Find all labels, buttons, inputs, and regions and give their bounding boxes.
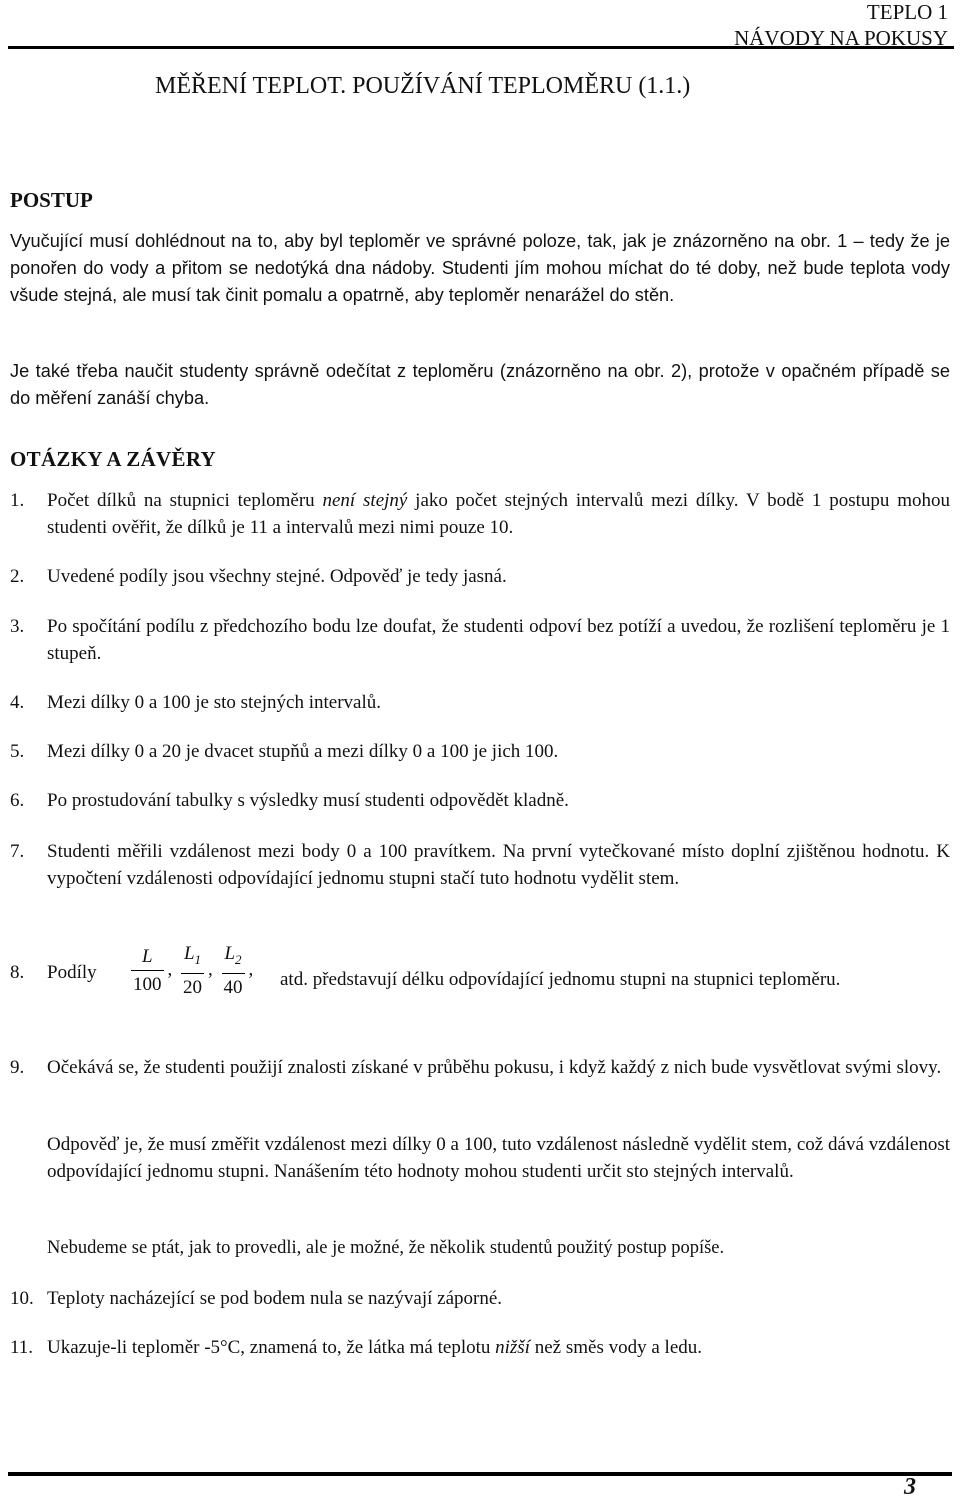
fraction-l1-20: $\frac{L_1}{20}$ xyxy=(181,940,204,1001)
section-heading-questions: OTÁZKY A ZÁVĚRY xyxy=(10,447,217,471)
answer-item-9-note xyxy=(10,1235,950,1262)
answer-number: 3. xyxy=(10,616,25,637)
answer-text: Mezi dílky 0 a 20 je dvacet stupňů a mezi dílky 0 a 100 je jich 100. xyxy=(47,741,559,762)
answer-item-9-detail xyxy=(10,1131,950,1185)
postup-paragraph-1: Vyučující musí dohlédnout na to, aby byl teploměr ve správné poloze, tak, jak je znázorněno na obr. 1 – tedy že je ponořen do vody a přitom se nedotýká dna nádoby. Studenti jím mohou míchat do té doby, než bude teplota vody všude stejná, ale musí tak činit pomalu a opatrně, aby teploměr nenarážel do stěn. xyxy=(10,231,950,305)
answer-number: 10. xyxy=(10,1288,34,1309)
answer-item-6 xyxy=(10,787,950,814)
answer-text: Očekává se, že studenti použijí znalosti získané v průběhu pokusu, i když každý z nich bude vysvětlovat svými slovy. xyxy=(47,1057,942,1078)
answer-number: 6. xyxy=(10,790,25,811)
answer-text: Teploty nacházející se pod bodem nula se nazývají záporné. xyxy=(47,1288,503,1309)
answer-number: 8. xyxy=(10,962,25,983)
answer-number: 4. xyxy=(10,692,25,713)
answer-text: Ukazuje-li teploměr -5°C, znamená to, že látka má teplotu nižší než směs vody a ledu. xyxy=(47,1337,702,1358)
answer-text: Nebudeme se ptát, jak to provedli, ale je možné, že několik studentů použitý postup popíše. xyxy=(47,1238,725,1258)
answer-item-2 xyxy=(10,563,950,590)
answer-text: Po prostudování tabulky s výsledky musí studenti odpovědět kladně. xyxy=(47,790,569,811)
header-divider xyxy=(8,46,954,49)
fraction-group: $\frac{L}{100}$ , $\frac{L_1}{20}$ , $\frac{L_2}{40}$ , xyxy=(127,940,253,1001)
header-course: TEPLO 1 xyxy=(866,0,948,24)
answer-8-continuation: atd. představují délku odpovídající jednomu stupni na stupnici teploměru. xyxy=(280,969,841,990)
answer-number: 1. xyxy=(10,490,25,511)
answer-number: 5. xyxy=(10,741,25,762)
emphasis: nižší xyxy=(495,1337,530,1358)
answer-item-5 xyxy=(10,738,950,765)
answer-text: Odpověď je, že musí změřit vzdálenost mezi dílky 0 a 100, tuto vzdálenost následně vydělit stem, což dává vzdálenost odpovídající jednomu stupni. Nanášením této hodnoty mohou studenti určit sto stejných intervalů. xyxy=(47,1134,950,1182)
answer-text: Studenti měřili vzdálenost mezi body 0 a 100 pravítkem. Na první vytečkované místo doplní zjištěnou hodnotu. K vypočtení vzdálenosti odpovídající jednomu stupni stačí tuto hodnotu vydělit stem. xyxy=(47,841,950,889)
page-title: MĚŘENÍ TEPLOT. POUŽÍVÁNÍ TEPLOMĚRU (1.1.) xyxy=(155,73,691,99)
answer-text: Uvedené podíly jsou všechny stejné. Odpověď je tedy jasná. xyxy=(47,566,507,587)
postup-paragraph-2: Je také třeba naučit studenty správně odečítat z teploměru (znázorněno na obr. 2), protože v opačném případě se do měření zanáší chyba. xyxy=(10,361,950,408)
answer-text: Mezi dílky 0 a 100 je sto stejných intervalů. xyxy=(47,692,382,713)
answer-item-3 xyxy=(10,613,950,667)
answer-text: Po spočítání podílu z předchozího bodu lze doufat, že studenti odpoví bez potíží a uvedou, že rozlišení teploměru je 1 stupeň. xyxy=(47,616,950,664)
answer-item-4 xyxy=(10,689,950,716)
answer-item-1 xyxy=(10,487,950,541)
section-heading-postup: POSTUP xyxy=(10,188,93,212)
answer-text: Počet dílků na stupnici teploměru není stejný jako počet stejných intervalů mezi dílky. V bodě 1 postupu mohou studenti ověřit, že dílků je 11 a intervalů mezi nimi pouze 10. xyxy=(47,490,950,538)
fraction-l-100: $\frac{L}{100}$ xyxy=(131,943,164,998)
page-number: 3 xyxy=(904,1474,916,1500)
footer-divider xyxy=(8,1472,952,1476)
fraction-l2-40: $\frac{L_2}{40}$ xyxy=(222,940,245,1001)
answer-item-10 xyxy=(10,1285,950,1312)
answer-number: 9. xyxy=(10,1057,25,1078)
answer-item-11 xyxy=(10,1334,950,1361)
answer-number: 2. xyxy=(10,566,25,587)
answer-text: Podíly $\frac{L}{100}$ , $\frac{L_1}{20}$ , $\frac{L_2}{40}$ , xyxy=(47,942,950,988)
answer-item-9 xyxy=(10,1054,950,1081)
answer-number: 11. xyxy=(10,1337,34,1358)
header-section: NÁVODY NA POKUSY xyxy=(734,26,948,50)
answer-item-7 xyxy=(10,838,950,892)
answer-number: 7. xyxy=(10,841,25,862)
emphasis: není stejný xyxy=(322,490,408,511)
